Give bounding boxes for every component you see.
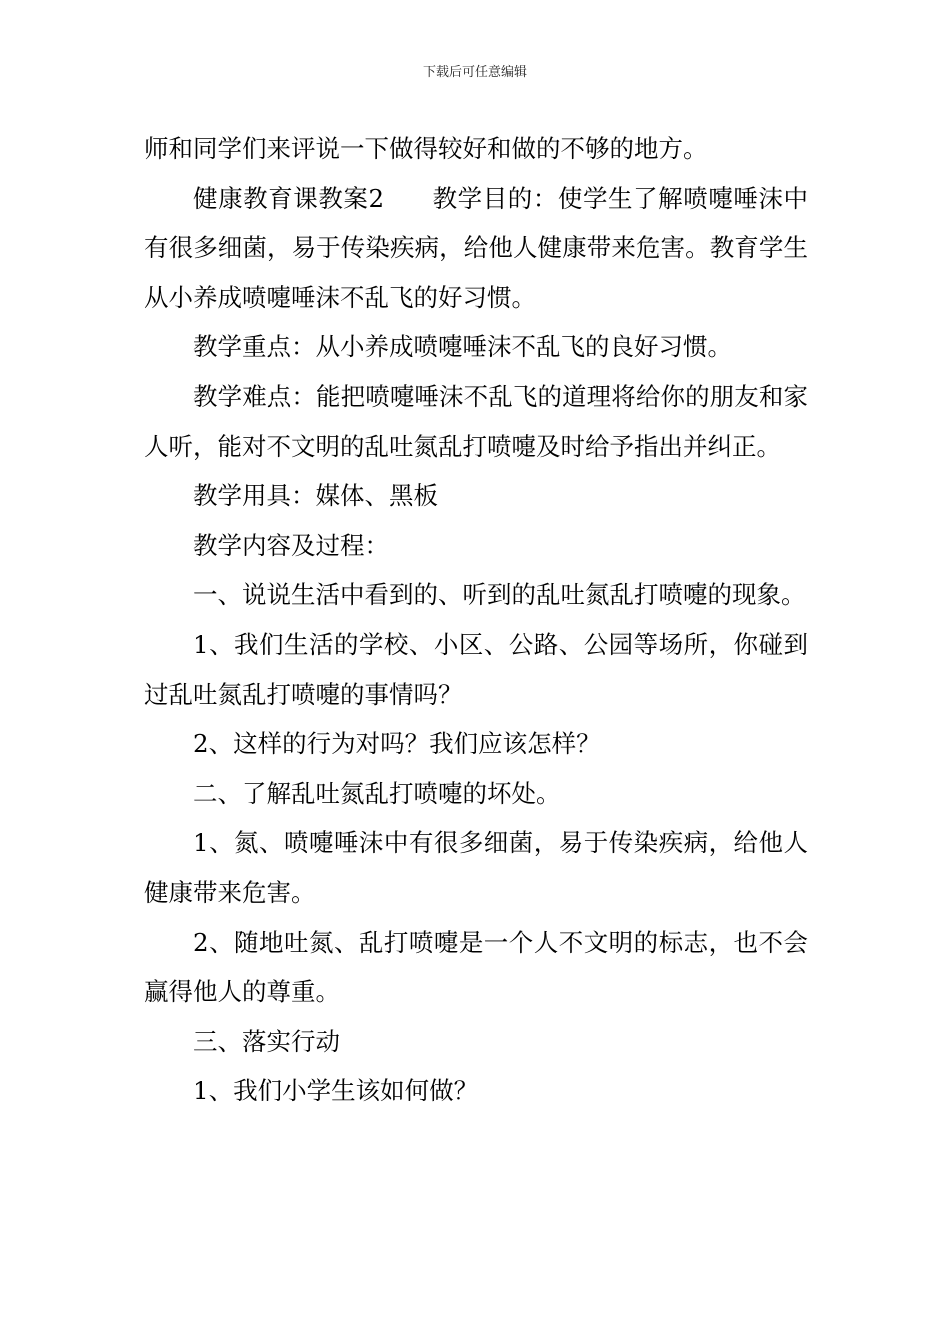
paragraph-item-1-1: 1、我们生活的学校、小区、公路、公园等场所，你碰到过乱吐氮乱打喷嚏的事情吗？ bbox=[144, 629, 808, 709]
paragraph-item-2-1: 1、氮、喷嚏唾沫中有很多细菌，易于传染疾病，给他人健康带来危害。 bbox=[144, 828, 808, 907]
paragraph-item-3-1: 1、我们小学生该如何做？ bbox=[193, 1076, 479, 1106]
page-header: 下载后可任意编辑 bbox=[422, 65, 527, 80]
paragraph-item-1-2: 2、这样的行为对吗？我们应该怎样？ bbox=[193, 729, 601, 759]
paragraph-item-2-2: 2、随地吐氮、乱打喷嚏是一个人不文明的标志，也不会赢得他人的尊重。 bbox=[144, 927, 808, 1007]
paragraph-key-point: 教学重点：从小养成喷嚏唾沫不乱飞的良好习惯。 bbox=[193, 332, 732, 362]
paragraph-section-two: 二、了解乱吐氮乱打喷嚏的坏处。 bbox=[193, 778, 561, 808]
paragraph-difficulty: 教学难点：能把喷嚏唾沫不乱飞的道理将给你的朋友和家人听，能对不文明的乱吐氮乱打喷嚏及时给予指出并纠正。 bbox=[144, 381, 808, 461]
lesson-title: 健康教育课教案2 bbox=[193, 183, 385, 213]
paragraph-continuation: 师和同学们来评说一下做得较好和做的不够的地方。 bbox=[144, 134, 708, 163]
lesson-objective-text: 教学目的：使学生了解喷嚏唾沫中有很多细菌，易于传染疾病，给他人健康带来危害。教育学生从小养成喷嚏唾沫不乱飞的好习惯。 bbox=[144, 183, 809, 312]
paragraph-section-three: 三、落实行动 bbox=[193, 1026, 340, 1056]
paragraph-lesson-objective bbox=[144, 174, 808, 323]
paragraph-tools: 教学用具：媒体、黑板 bbox=[193, 481, 438, 511]
document-body bbox=[144, 124, 808, 1116]
paragraph-section-one: 一、说说生活中看到的、听到的乱吐氮乱打喷嚏的现象。 bbox=[193, 580, 806, 610]
paragraph-process-heading: 教学内容及过程： bbox=[193, 530, 389, 560]
